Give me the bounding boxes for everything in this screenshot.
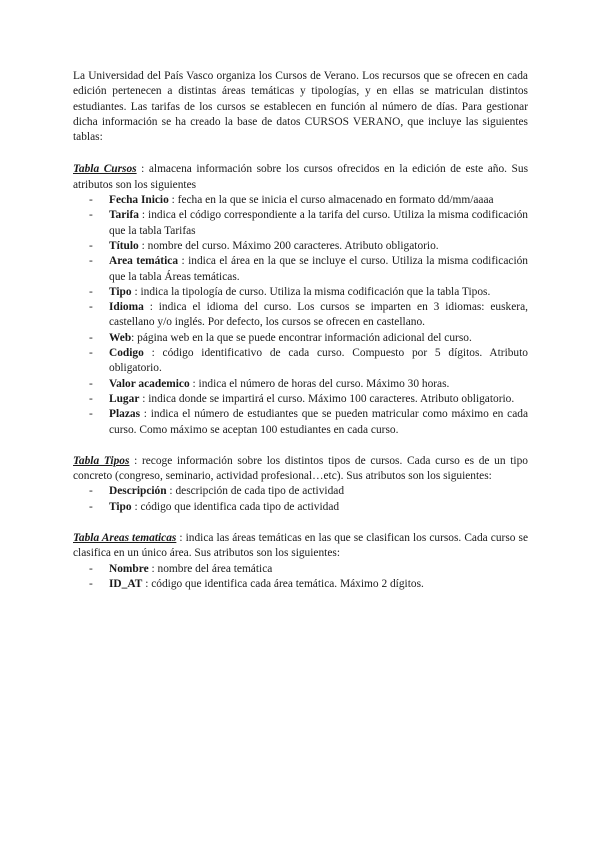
bullet-dash: -: [89, 301, 93, 314]
attribute-name: Tipo: [109, 285, 132, 298]
section-2: [73, 531, 528, 592]
attribute-description: : indica el área en la que se incluye el curso. Utiliza la misma codificación que la tabla Áreas temáticas.: [109, 255, 529, 283]
attribute-description: : indica el idioma del curso. Los cursos se imparten en 3 idiomas: euskera, castellano y/o inglés. Por defecto, los cursos se ofrecen en castellano.: [109, 301, 528, 329]
attribute-description: : indica el número de horas del curso. Máximo 30 horas.: [189, 377, 450, 390]
bullet-dash: -: [89, 255, 93, 268]
bullet-dash: -: [89, 285, 93, 298]
attribute-list: [73, 562, 528, 593]
document-body: [73, 69, 528, 608]
section-description: : almacena información sobre los cursos ofrecidos en la edición de este año. Sus atributos son los siguientes: [73, 163, 528, 191]
attribute-name: Fecha Inicio: [109, 194, 169, 207]
list-item: [73, 377, 528, 392]
attribute-name: Valor academico: [109, 377, 190, 390]
list-item: [73, 407, 528, 438]
list-item: [73, 239, 528, 254]
attribute-description: : indica donde se impartirá el curso. Máximo 100 caracteres. Atributo obligatorio.: [139, 392, 515, 405]
attribute-description: : código que identifica cada área temática. Máximo 2 dígitos.: [142, 577, 424, 590]
section-heading: Tabla Areas tematicas: [73, 532, 177, 545]
attribute-name: ID_AT: [109, 577, 143, 590]
bullet-dash: -: [89, 331, 93, 344]
list-item: [73, 562, 528, 577]
list-item: [73, 331, 528, 346]
list-item: [73, 392, 528, 407]
attribute-list: [73, 193, 528, 438]
bullet-dash: -: [89, 577, 93, 590]
attribute-name: Título: [109, 239, 139, 252]
section-intro: [73, 531, 528, 562]
bullet-dash: -: [89, 209, 93, 222]
bullet-dash: -: [89, 562, 93, 575]
list-item: [73, 346, 528, 377]
attribute-name: Tarifa: [109, 209, 139, 222]
section-intro: [73, 454, 528, 485]
list-item: [73, 208, 528, 239]
attribute-description: : indica la tipología de curso. Utiliza la misma codificación que la tabla Tipos.: [131, 285, 491, 298]
attribute-description: : indica el número de estudiantes que se pueden matricular como máximo en cada curso. Como máximo se aceptan 100 estudiantes en cada curso.: [109, 408, 528, 436]
sections-container: [73, 162, 528, 592]
list-item: [73, 285, 528, 300]
bullet-dash: -: [89, 485, 93, 498]
bullet-dash: -: [89, 500, 93, 513]
list-item: [73, 577, 528, 592]
section-description: : indica las áreas temáticas en las que se clasifican los cursos. Cada curso se clasifica en un único área. Sus atributos son los siguientes:: [73, 532, 529, 560]
attribute-name: Idioma: [109, 301, 144, 314]
list-item: [73, 300, 528, 331]
list-item: [73, 500, 528, 515]
section-1: [73, 454, 528, 515]
bullet-dash: -: [89, 392, 93, 405]
intro-paragraph: La Universidad del País Vasco organiza los Cursos de Verano. Los recursos que se ofrecen en cada edición pertenecen a distintas áreas temáticas y tipologías, y en ellas se matriculan distintos estudiantes. Las tarifas de los cursos se establecen en función al número de días. Para gestionar dicha información se ha creado la base de datos CURSOS VERANO, que incluye las siguientes tablas:: [73, 70, 528, 144]
section-heading: Tabla Tipos: [73, 454, 130, 467]
attribute-name: Lugar: [109, 392, 140, 405]
attribute-name: Nombre: [109, 562, 149, 575]
attribute-name: Plazas: [109, 408, 141, 421]
list-item: [73, 193, 528, 208]
attribute-description: : página web en la que se puede encontrar información adicional del curso.: [131, 331, 472, 344]
list-item: [73, 254, 528, 285]
attribute-list: [73, 484, 528, 515]
list-item: [73, 484, 528, 499]
attribute-name: Web: [109, 331, 132, 344]
section-heading: Tabla Cursos: [73, 163, 137, 176]
attribute-name: Area temática: [109, 255, 179, 268]
bullet-dash: -: [89, 377, 93, 390]
section-0: [73, 162, 528, 437]
attribute-name: Descripción: [109, 485, 167, 498]
attribute-name: Codigo: [109, 347, 144, 360]
attribute-description: : código que identifica cada tipo de actividad: [131, 500, 340, 513]
bullet-dash: -: [89, 194, 93, 207]
attribute-description: : nombre del curso. Máximo 200 caracteres. Atributo obligatorio.: [138, 239, 439, 252]
bullet-dash: -: [89, 347, 93, 360]
attribute-description: : nombre del área temática: [148, 562, 273, 575]
attribute-description: : fecha en la que se inicia el curso almacenado en formato dd/mm/aaaa: [168, 194, 494, 207]
bullet-dash: -: [89, 239, 93, 252]
attribute-name: Tipo: [109, 500, 132, 513]
attribute-description: : descripción de cada tipo de actividad: [166, 485, 345, 498]
section-description: : recoge información sobre los distintos tipos de cursos. Cada curso es de un tipo concreto (congreso, seminario, actividad profesional…etc). Sus atributos son los siguientes:: [73, 454, 528, 483]
attribute-description: : indica el código correspondiente a la tarifa del curso. Utiliza la misma codificación que la tabla Tarifas: [109, 209, 528, 237]
bullet-dash: -: [89, 408, 93, 421]
attribute-description: : código identificativo de cada curso. Compuesto por 5 dígitos. Atributo obligatorio.: [109, 347, 528, 375]
section-intro: [73, 162, 528, 193]
